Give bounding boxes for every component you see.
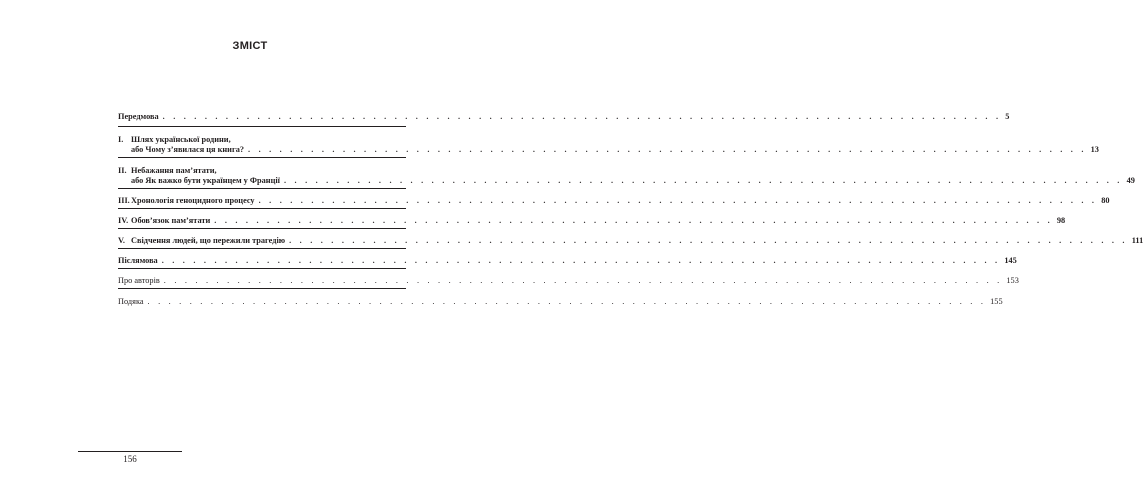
toc-entry [118, 166, 1135, 186]
dot-leader: . . . . . . . . . . . . . . . . . . . . . . . . . . . . . . . . . . . . . . . . . . . . . . . . . . . . . . . . . . . . . . . . . . . . . . . . . . . . . . . . [163, 276, 1003, 285]
toc-entry-page: 153 [1006, 276, 1019, 285]
dot-leader: . . . . . . . . . . . . . . . . . . . . . . . . . . . . . . . . . . . . . . . . . . . . . . . . . . . . . . . . . . . . . . . . . . . . . . . . . . . . . . . . [289, 236, 1128, 245]
dot-leader: . . . . . . . . . . . . . . . . . . . . . . . . . . . . . . . . . . . . . . . . . . . . . . . . . . . . . . . . . . . . . . . . . . . . . . . . . . . . . . . . [248, 145, 1087, 154]
toc-entry-title: Про авторів [118, 276, 160, 285]
dot-leader: . . . . . . . . . . . . . . . . . . . . . . . . . . . . . . . . . . . . . . . . . . . . . . . . . . . . . . . . . . . . . . . . . . . . . . . . . . . . . . . . [162, 112, 1002, 121]
toc-entry-page: 80 [1101, 196, 1110, 205]
dot-leader: . . . . . . . . . . . . . . . . . . . . . . . . . . . . . . . . . . . . . . . . . . . . . . . . . . . . . . . . . . . . . . . . . . . . . . . . . . . . . . . . [283, 176, 1123, 185]
toc-entry-page: 145 [1004, 256, 1017, 265]
toc-entry-title: Обов’язок пам’ятати [131, 216, 211, 225]
toc-entry-title: Шлях української родини, [131, 135, 231, 144]
toc-entry [118, 256, 1017, 266]
toc-entry-title: Небажання пам’ятати, [131, 166, 217, 175]
footer-rule [78, 451, 182, 452]
toc-entry-title: Передмова [118, 112, 159, 121]
toc-entry-number: IV. [118, 216, 129, 225]
dot-leader: . . . . . . . . . . . . . . . . . . . . . . . . . . . . . . . . . . . . . . . . . . . . . . . . . . . . . . . . . . . . . . . . . . . . . . . . . . . . . . . . [258, 196, 1098, 205]
toc-entry-title-continued: або Як важко бути українцем у Франції [131, 176, 280, 185]
dot-leader: . . . . . . . . . . . . . . . . . . . . . . . . . . . . . . . . . . . . . . . . . . . . . . . . . . . . . . . . . . . . . . . . . . . . . . . . . . . . . . . . [161, 256, 1001, 265]
toc-entry-title: Післямова [118, 256, 158, 265]
toc-entry [118, 297, 1003, 307]
entry-separator [118, 288, 406, 289]
toc-entry [118, 216, 1066, 226]
entry-separator [118, 126, 406, 127]
toc-entry-title: Подяка [118, 297, 144, 306]
toc-entry-page: 5 [1005, 112, 1010, 121]
toc-entry [118, 112, 1010, 122]
toc-entry-number: I. [118, 135, 124, 144]
contents-heading: ЗМІСТ [232, 40, 268, 52]
entry-separator [118, 228, 406, 229]
toc-entry-page: 98 [1056, 216, 1066, 225]
toc-entry [118, 236, 1143, 246]
dot-leader: . . . . . . . . . . . . . . . . . . . . . . . . . . . . . . . . . . . . . . . . . . . . . . . . . . . . . . . . . . . . . . . . . . . . . . . . . . . . . . . . [214, 216, 1053, 225]
entry-separator [118, 248, 406, 249]
toc-entry-number: III. [118, 196, 130, 205]
toc-entry-number: II. [118, 166, 127, 175]
entry-separator [118, 268, 406, 269]
toc-entry-title: Хронологія геноцидного процесу [131, 196, 255, 205]
toc-entry [118, 135, 1099, 155]
toc-entry [118, 196, 1110, 206]
toc-entry-number: V. [118, 236, 125, 245]
toc-entry-page: 13 [1090, 145, 1099, 154]
entry-separator [118, 188, 406, 189]
entry-separator [118, 208, 406, 209]
dot-leader: . . . . . . . . . . . . . . . . . . . . . . . . . . . . . . . . . . . . . . . . . . . . . . . . . . . . . . . . . . . . . . . . . . . . . . . . . . . . . . . . [147, 297, 987, 306]
page-number: 156 [123, 454, 137, 464]
toc-entry [118, 276, 1019, 286]
toc-entry-page: 111 [1131, 236, 1143, 245]
toc-entry-title-continued: або Чому з’явилася ця книга? [131, 145, 245, 154]
entry-separator [118, 157, 406, 158]
toc-entry-title: Свідчення людей, що пережили трагедію [131, 236, 286, 245]
toc-entry-page: 155 [990, 297, 1003, 306]
toc-entry-page: 49 [1126, 176, 1135, 185]
